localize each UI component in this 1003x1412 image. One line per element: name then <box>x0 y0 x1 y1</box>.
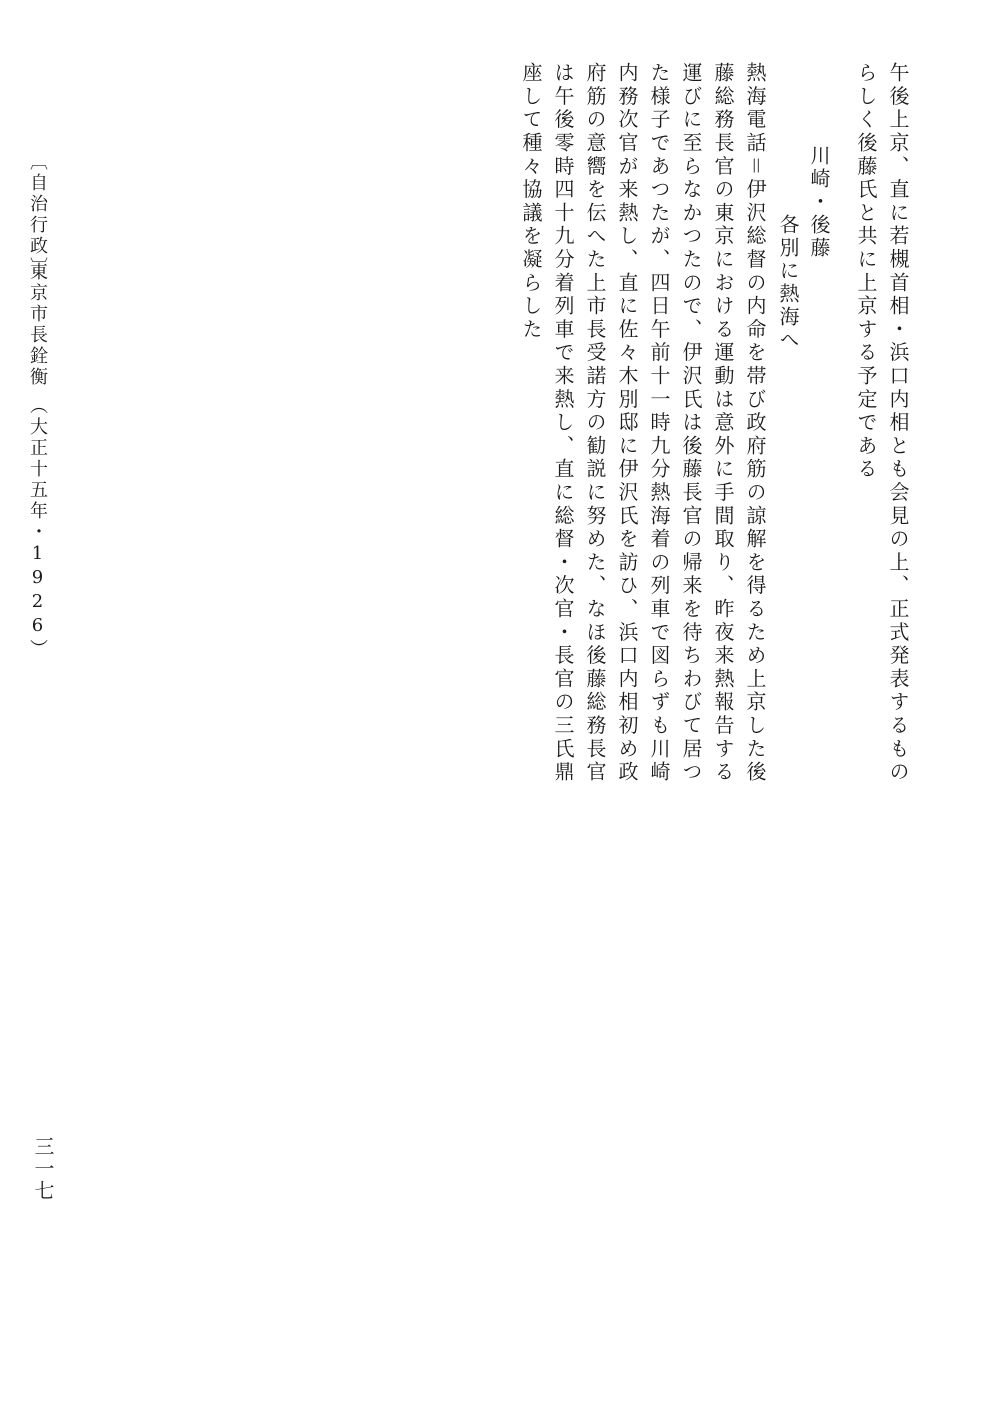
running-header-section: 〔自治行政〕 <box>27 152 48 278</box>
article-heading-2: 各別に熱海へ <box>776 214 800 352</box>
article-line-3: 熱海電話＝伊沢総督の内命を帯び政府筋の諒解を得るため上京した後 <box>743 62 767 785</box>
article-line-7: 内務次官が来熱し、直に佐々木別邸に伊沢氏を訪ひ、浜口内相初め政 <box>615 62 639 785</box>
article-line-4: 藤総務長官の東京における運動は意外に手間取り、昨夜来熱報告する <box>711 62 735 785</box>
article-line-8: 府筋の意嚮を伝へた上市長受諾方の勧説に努めた、なほ後藤総務長官 <box>583 62 607 785</box>
article-line-10: 座して種々協議を凝らした <box>519 62 543 342</box>
article-line-5: 運びに至らなかつたので、伊沢氏は後藤長官の帰来を待ちわびて居つ <box>679 62 703 785</box>
running-header-era: （大正十五年・1926） <box>27 396 48 660</box>
article-line-6: た様子であつたが、四日午前十一時九分熱海着の列車で図らずも川崎 <box>647 62 671 785</box>
article-line-2: らしく後藤氏と共に上京する予定である <box>854 62 878 482</box>
article-heading-1: 川崎・後藤 <box>807 145 831 260</box>
running-header-title: 東京市長銓衡 <box>27 262 48 388</box>
article-line-9: は午後零時四十九分着列車で来熱し、直に総督・次官・長官の三氏鼎 <box>551 62 575 785</box>
page-number: 三一七 <box>31 1136 55 1202</box>
article-line-1: 午後上京、直に若槻首相・浜口内相とも会見の上、正式発表するもの <box>886 62 910 785</box>
